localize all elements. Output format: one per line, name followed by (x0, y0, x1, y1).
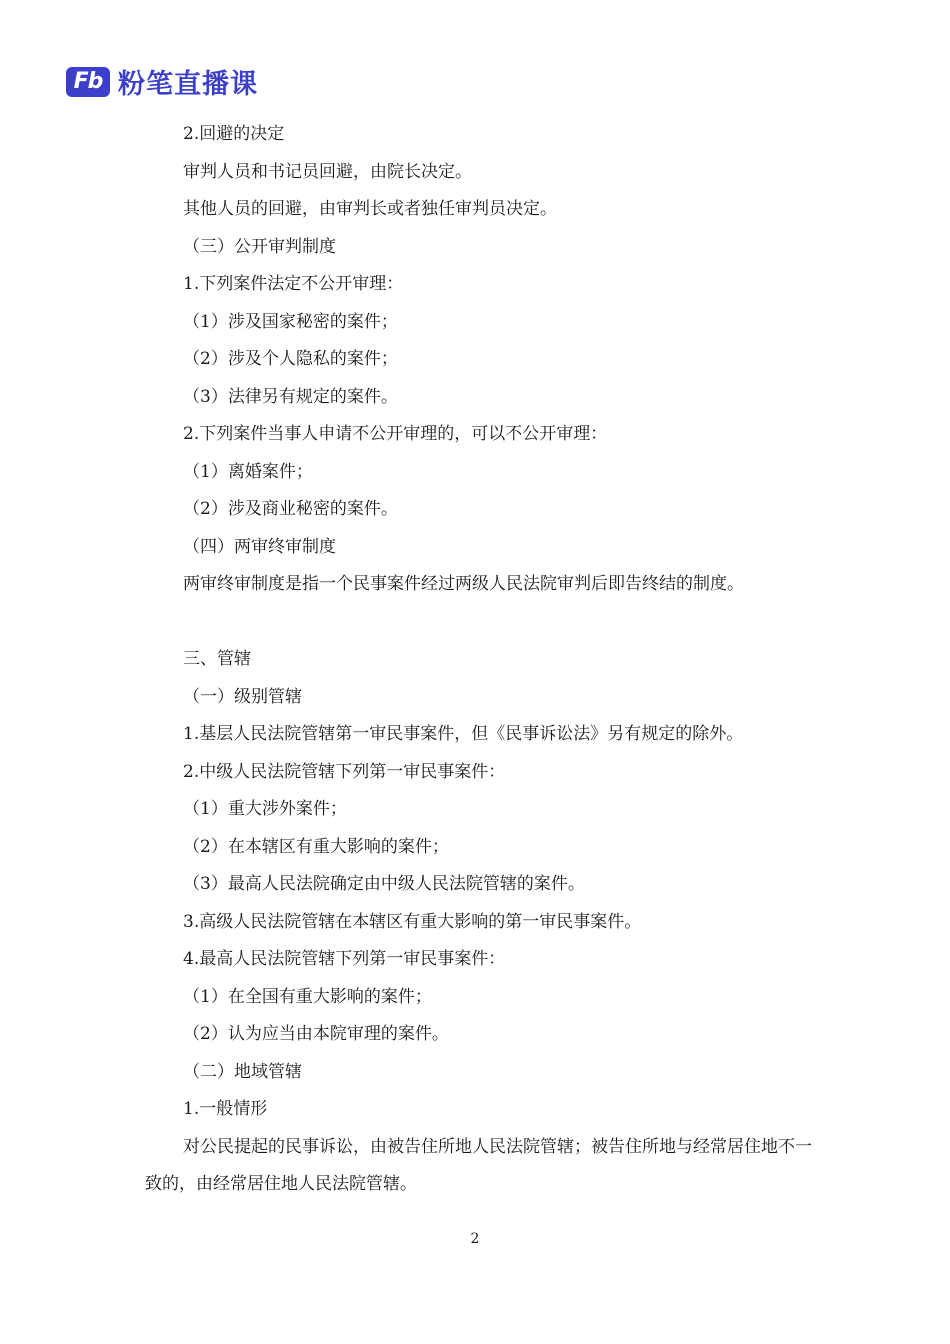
list-item: （3）法律另有规定的案件。 (183, 386, 398, 407)
fb-logo-icon: Fb (66, 67, 110, 97)
spacer (145, 604, 815, 642)
brand-name: 粉笔直播课 (118, 69, 258, 100)
chapter-heading: 三、管辖 (183, 649, 251, 669)
list-item: （2）在本辖区有重大影响的案件； (183, 836, 449, 857)
paragraph: 2.下列案件当事人申请不公开审理的，可以不公开审理： (183, 424, 608, 444)
paragraph: 3.高级人民法院管辖在本辖区有重大影响的第一审民事案件。 (183, 911, 642, 932)
list-item: （2）认为应当由本院审理的案件。 (183, 1024, 449, 1044)
paragraph: 1.一般情形 (183, 1099, 268, 1119)
brand-logo (66, 62, 258, 101)
list-item: （1）涉及国家秘密的案件； (183, 311, 398, 332)
list-item: （2）涉及商业秘密的案件。 (183, 499, 398, 519)
list-item: （1）在全国有重大影响的案件； (183, 986, 432, 1007)
paragraph: 2.回避的决定 (183, 124, 285, 144)
paragraph: 1.下列案件法定不公开审理： (183, 274, 404, 294)
section-heading: （三）公开审判制度 (183, 236, 336, 257)
list-item: （1）重大涉外案件； (183, 799, 347, 819)
paragraph: 审判人员和书记员回避，由院长决定。 (183, 161, 472, 182)
list-item: （1）离婚案件； (183, 461, 313, 482)
paragraph: 1.基层人民法院管辖第一审民事案件，但《民事诉讼法》另有规定的除外。 (183, 724, 744, 744)
list-item: （2）涉及个人隐私的案件； (183, 349, 398, 369)
section-heading: （一）级别管辖 (183, 686, 302, 707)
page-number: 2 (470, 1231, 480, 1247)
paragraph: 4.最高人民法院管辖下列第一审民事案件： (183, 949, 506, 969)
paragraph: 2.中级人民法院管辖下列第一审民事案件： (183, 761, 506, 782)
section-heading: （四）两审终审制度 (183, 536, 336, 557)
paragraph: 两审终审制度是指一个民事案件经过两级人民法院审判后即告终结的制度。 (183, 574, 744, 594)
list-item: （3）最高人民法院确定由中级人民法院管辖的案件。 (183, 874, 585, 894)
document-body (145, 116, 815, 1204)
section-heading: （二）地域管辖 (183, 1061, 302, 1082)
paragraph: 对公民提起的民事诉讼，由被告住所地人民法院管辖；被告住所地与经常居住地不一致的，由经常居住地人民法院管辖。 (145, 1136, 812, 1194)
paragraph: 其他人员的回避，由审判长或者独任审判员决定。 (183, 199, 557, 219)
